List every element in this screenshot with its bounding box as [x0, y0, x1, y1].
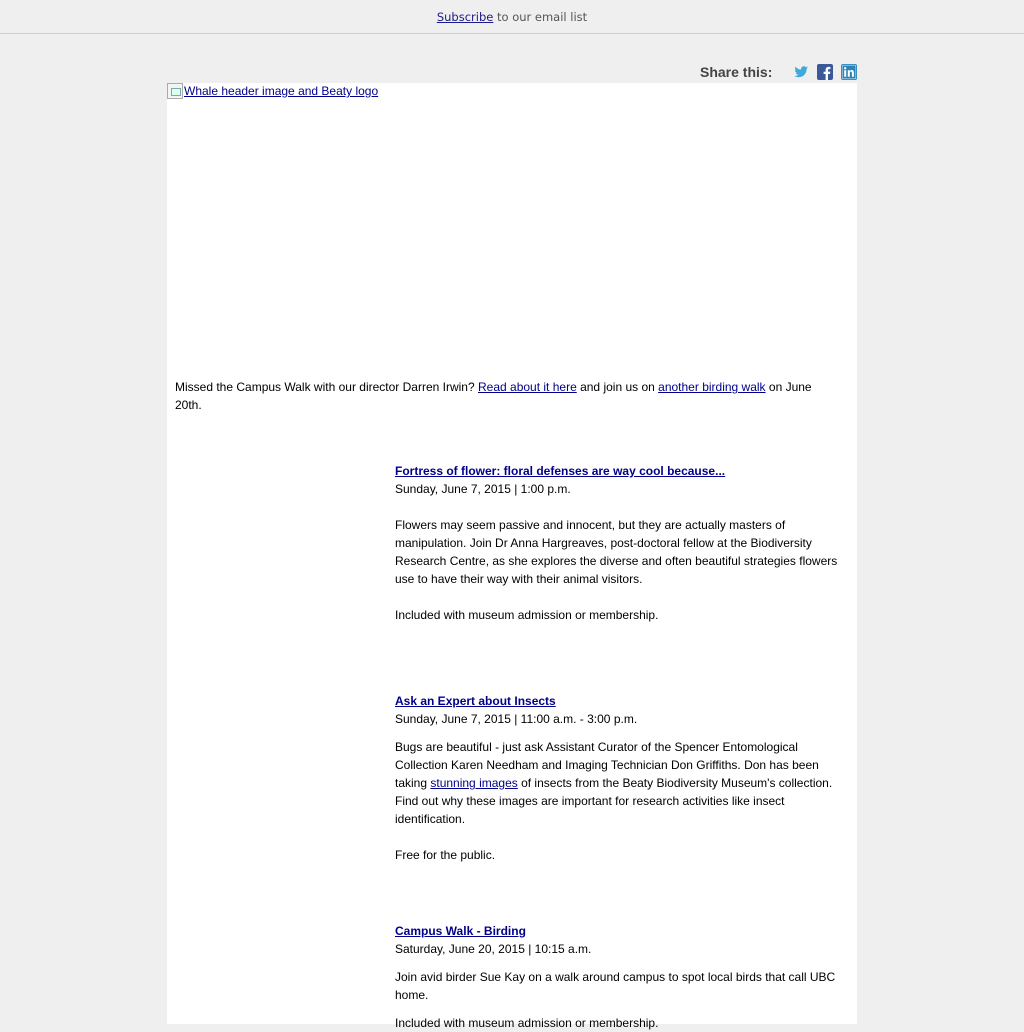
event-description: [395, 738, 853, 828]
event-title-link[interactable]: Campus Walk - Birding: [395, 924, 526, 938]
event-datetime: Sunday, June 7, 2015 | 1:00 p.m.: [395, 482, 571, 496]
event-description-text: of insects from the Beaty Biodiversity Museum's collection. Find out why these images are important for research activities like insect identification.: [395, 776, 833, 826]
event-admission: Included with museum admission or membership.: [395, 608, 659, 622]
subscribe-link[interactable]: Subscribe: [436, 10, 494, 24]
event-item: [395, 462, 853, 624]
read-about-link[interactable]: Read about it here: [478, 380, 577, 394]
event-description-text: Bugs are beautiful - just ask Assistant Curator of the Spencer Entomological Collection Karen Needham and Imaging Technician Don Griffiths. Don has been taking: [395, 740, 819, 790]
event-item: [395, 692, 853, 864]
share-bar: [700, 62, 857, 82]
event-admission: Included with museum admission or membership.: [395, 1016, 659, 1030]
twitter-icon[interactable]: [793, 64, 809, 80]
intro-paragraph: [175, 378, 841, 414]
intro-text: and join us on: [576, 380, 659, 394]
linkedin-icon[interactable]: [841, 64, 857, 80]
header-image: [167, 83, 857, 363]
share-label: Share this:: [700, 64, 773, 80]
event-title-link[interactable]: Ask an Expert about Insects: [395, 694, 556, 708]
event-datetime: Sunday, June 7, 2015 | 11:00 a.m. - 3:00 p.m.: [395, 712, 638, 726]
stunning-images-link[interactable]: stunning images: [430, 776, 518, 790]
birding-walk-link[interactable]: another birding walk: [658, 380, 766, 394]
broken-image-icon: [167, 83, 183, 99]
event-item: [395, 922, 853, 1032]
intro-text: Missed the Campus Walk with our director Darren Irwin?: [175, 380, 478, 394]
header-image-alt: Whale header image and Beaty logo: [184, 84, 379, 98]
subscribe-bar: [0, 0, 1024, 34]
subscribe-text: to our email list: [493, 10, 588, 24]
event-description: Flowers may seem passive and innocent, but they are actually masters of manipulation. Join Dr Anna Hargreaves, post-doctoral fellow at the Biodiversity Research Centre, as she explores the diverse and often beautiful strategies flowers use to have their way with their animal visitors.: [395, 518, 838, 586]
event-description: Join avid birder Sue Kay on a walk around campus to spot local birds that call UBC home.: [395, 970, 836, 1002]
intro-text: on June 20th.: [175, 380, 812, 412]
event-title-link[interactable]: Fortress of flower: floral defenses are way cool because...: [395, 464, 726, 478]
event-datetime: Saturday, June 20, 2015 | 10:15 a.m.: [395, 942, 592, 956]
newsletter-body: [167, 83, 857, 1030]
event-admission: Free for the public.: [395, 848, 496, 862]
facebook-icon[interactable]: [817, 64, 833, 80]
header-image-link[interactable]: [167, 83, 378, 99]
